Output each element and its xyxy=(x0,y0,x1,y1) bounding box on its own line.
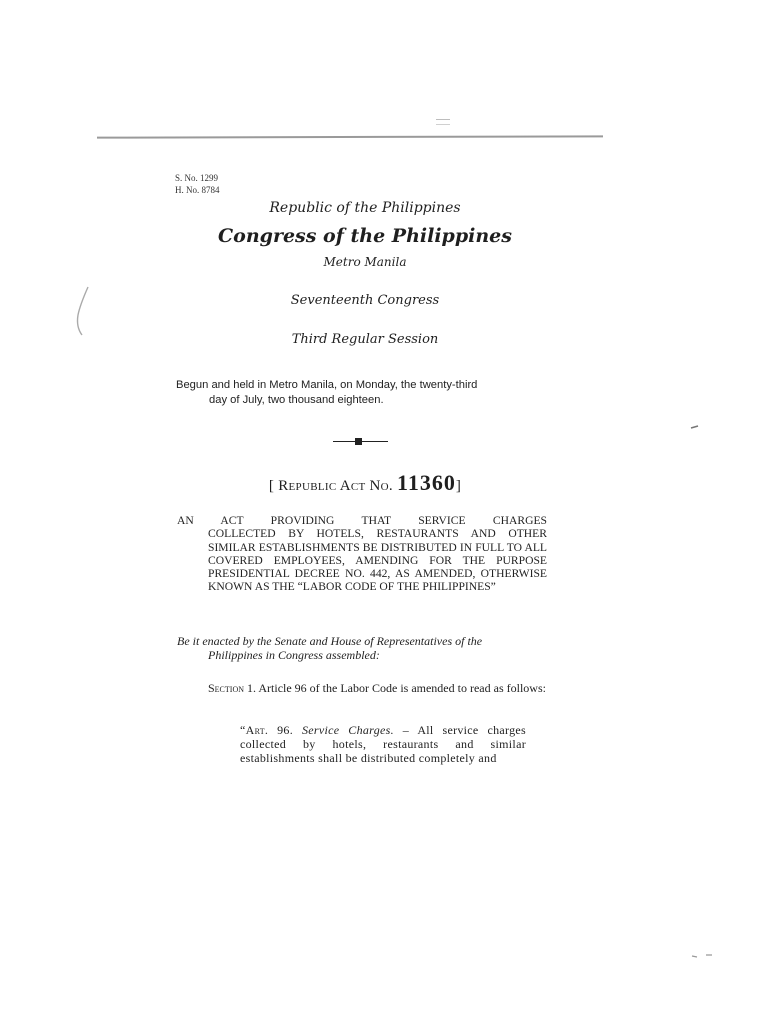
congress-number-heading: Seventeenth Congress xyxy=(290,293,440,308)
open-bracket: [ xyxy=(268,478,279,494)
senate-bill-number: S. No. 1299 xyxy=(175,173,219,183)
republic-act-label: Republic Act No. xyxy=(278,478,393,494)
act-title-first-line: AN ACT PROVIDING THAT SERVICE CHARGES xyxy=(177,514,547,527)
margin-pencil-mark xyxy=(66,285,96,345)
margin-speck-2 xyxy=(690,952,720,960)
begun-line-2: day of July, two thousand eighteen. xyxy=(209,394,384,406)
close-bracket: ] xyxy=(455,478,462,494)
scan-mark xyxy=(436,119,450,125)
section-label: Section 1. xyxy=(208,681,257,695)
act-title-rest: COLLECTED BY HOTELS, RESTAURANTS AND OTHER SIMILAR ESTABLISHMENTS BE DISTRIBUTED IN FULL TO ALL COVERED EMPLOYEES, AMENDING FOR THE PURPOSE PRESIDENTIAL DECREE NO. 442, AS AMENDED, OTHERWISE KNOWN AS THE “LABOR CODE OF THE PHILIPPINES” xyxy=(208,527,547,594)
republic-act-number: 11360 xyxy=(397,470,456,495)
enacting-clause-line-1: Be it enacted by the Senate and House of Representatives of the xyxy=(177,634,483,648)
scan-top-rule xyxy=(97,135,603,138)
bill-numbers xyxy=(175,172,220,196)
article-prefix: “Art. 96. xyxy=(240,723,294,737)
republic-act-title xyxy=(170,470,560,496)
house-bill-number: H. No. 8784 xyxy=(175,185,220,195)
section-text: Article 96 of the Labor Code is amended to read as follows: xyxy=(258,681,546,695)
session-heading: Third Regular Session xyxy=(291,332,439,347)
begun-line-1: Begun and held in Metro Manila, on Monday, the twenty-third xyxy=(176,379,478,391)
margin-speck xyxy=(690,424,700,430)
ornament-divider xyxy=(333,437,388,447)
congress-heading: Congress of the Philippines xyxy=(218,225,512,247)
begun-statement xyxy=(176,378,548,408)
article-96 xyxy=(209,723,526,765)
republic-heading: Republic of the Philippines xyxy=(269,200,461,216)
article-heading: Service Charges. xyxy=(301,723,394,737)
section-1 xyxy=(177,681,547,695)
divider-square xyxy=(355,438,362,445)
enacting-clause-line-2: Philippines in Congress assembled: xyxy=(208,648,380,662)
article-text: – All service charges collected by hotels, restaurants and similar establishments shall be distributed completely and xyxy=(240,723,526,765)
enacting-clause xyxy=(177,634,547,662)
location-heading: Metro Manila xyxy=(323,255,407,269)
act-long-title xyxy=(177,514,547,594)
